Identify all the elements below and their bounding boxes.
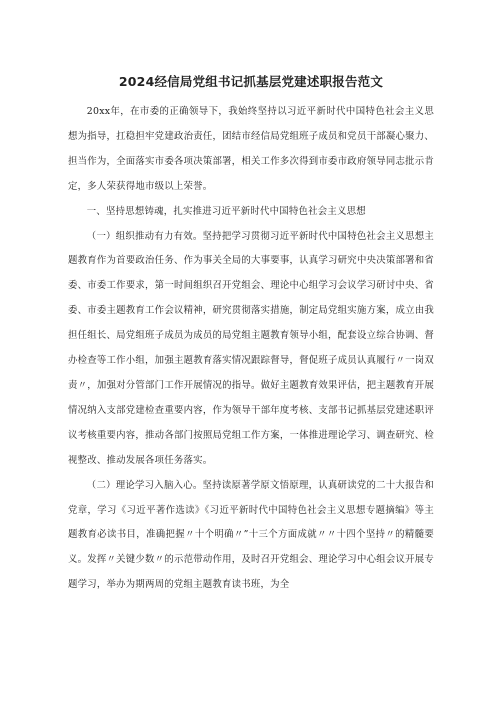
document-title: 2024经信局党组书记抓基层党建述职报告范文	[118, 74, 384, 89]
intro-paragraph: 20xx年，在市委的正确领导下，我始终坚持以习近平新时代中国特色社会主义思想为指导，扛稳担牢党建政治责任，团结市经信局党组班子成员和党员干部凝心聚力、担当作为，全面落实市委各项决策部署，相关工作多次得到市委市政府领导同志批示肯定，多人荣获得地市级以上荣誉。	[68, 106, 434, 192]
body-paragraph: （一）组织推动有力有效。坚持把学习贯彻习近平新时代中国特色社会主义思想主题教育作为首要政治任务、作为事关全局的大事要事，认真学习研究中央决策部署和省委、市委工作要求，第一时间组织召开党组会、理论中心组学习会议学习研讨中央、省委、市委主题教育工作会议精神，研究贯彻落实措施，制定局党组实施方案，成立由我担任组长、局党组班子成员为成员的局党组主题教育领导小组，配套设立综合协调、督办检查等工作小组，加强主题教育落实情况跟踪督导，督促班子成员认真履行〃一岗双责〃，加强对分管部门工作开展情况的指导。做好主题教育效果评估，把主题教育开展情况纳入支部党建检查重要内容，作为领导干部年度考核、支部书记抓基层党建述职评议考核重要内容，推动各部门按照局党组工作方案，一体推进理论学习、调查研究、检视整改、推动发展各项任务落实。	[68, 230, 434, 466]
section-heading: 一、坚持思想铸魂，扎实推进习近平新时代中国特色社会主义思想	[86, 205, 366, 217]
body-paragraph: （二）理论学习入脑入心。坚持读原著学原文悟原理，认真研读党的二十大报告和党章，学习《习近平著作选读》《习近平新时代中国特色社会主义思想专题摘编》等主题教育必读书目，准确把握〃十个明确〃”十三个方面成就〃〃十四个坚持〃的精髓要义。发挥〃关键少数〃的示范带动作用，及时召开党组会、理论学习中心组会议开展专题学习，举办为期两周的党组主题教育读书班，为全	[68, 479, 434, 591]
